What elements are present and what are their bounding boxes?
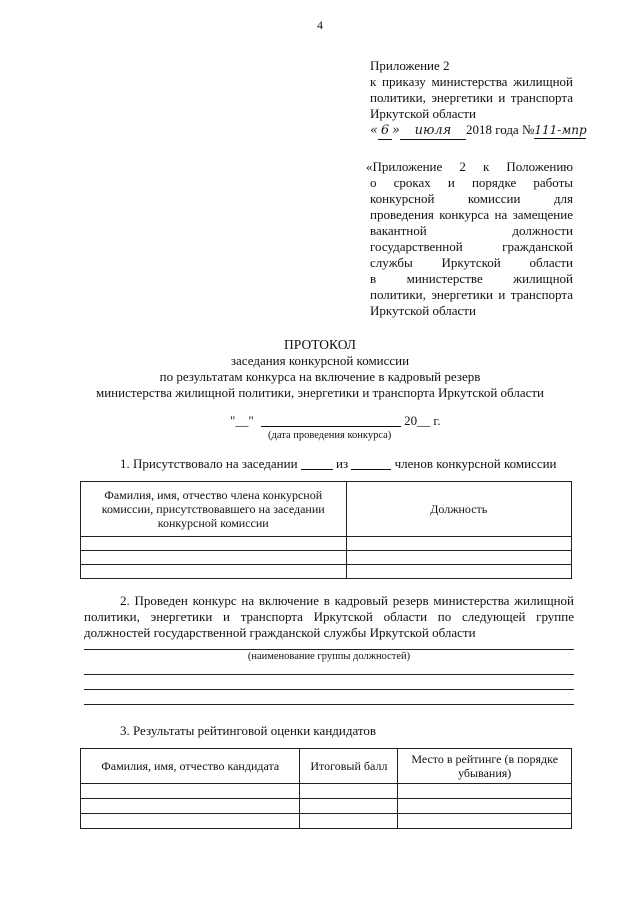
annex-header-line3: политики, энергетики и транспорта	[370, 90, 573, 105]
table-row	[81, 799, 572, 814]
table-cell[interactable]	[346, 551, 572, 565]
rating-table-header-name: Фамилия, имя, отчество кандидата	[81, 749, 300, 784]
protocol-title: ПРОТОКОЛ	[284, 337, 356, 352]
annex-position-line: «Приложение 2 к Положению	[366, 159, 573, 174]
position-group-field-line[interactable]	[84, 649, 574, 650]
date-year-text: 2018 года №	[465, 122, 535, 137]
protocol-subtitle-2: по результатам конкурса на включение в кадровый резерв	[159, 369, 481, 384]
date-line	[230, 413, 441, 429]
position-group-caption: (наименование группы должностей)	[247, 651, 411, 662]
section2-line2: политики, энергетики и транспорта Иркутской области по следующей группе	[84, 609, 574, 624]
date-year-prefix: 20	[404, 413, 418, 428]
section2-text	[84, 593, 574, 641]
annex-position-line: проведения конкурса на замещение	[370, 207, 573, 222]
section1-blank-total	[351, 469, 391, 470]
table-cell[interactable]	[398, 814, 572, 829]
annex-position-line: о сроках и порядке работы	[370, 175, 573, 190]
date-day-blank: __	[235, 413, 249, 428]
annex-position-line: конкурсной комиссии для	[370, 191, 573, 206]
table-cell[interactable]	[300, 784, 398, 799]
section1-text	[120, 456, 557, 472]
protocol-subtitle-1: заседания конкурсной комиссии	[230, 353, 410, 368]
position-group-field-line[interactable]	[84, 674, 574, 675]
date-caption: (дата проведения конкурса)	[268, 430, 392, 441]
section3-text: 3. Результаты рейтинговой оценки кандидатов	[120, 723, 377, 738]
table-cell[interactable]	[81, 784, 300, 799]
date-open-quote: «	[370, 123, 378, 138]
section1-text-c: членов конкурсной комиссии	[394, 456, 557, 471]
table-row	[81, 537, 572, 551]
table-row	[81, 784, 572, 799]
date-suffix: г.	[433, 413, 441, 428]
position-group-field-line[interactable]	[84, 689, 574, 690]
table-cell[interactable]	[346, 565, 572, 579]
annex-position-line: вакантной должности	[370, 223, 573, 238]
annex-header-line4: Иркутской области	[370, 106, 476, 121]
annex-date-line	[370, 122, 587, 140]
members-table	[80, 481, 572, 579]
table-cell[interactable]	[81, 565, 347, 579]
table-cell[interactable]	[81, 799, 300, 814]
section1-text-a: 1. Присутствовало на заседании	[120, 456, 298, 471]
protocol-subtitle-3: министерства жилищной политики, энергетики и транспорта Иркутской области	[96, 385, 544, 400]
table-cell[interactable]	[81, 537, 347, 551]
table-row	[81, 551, 572, 565]
rating-table-header-score: Итоговый балл	[300, 749, 398, 784]
order-number-handwritten: 111-мпр	[534, 123, 587, 137]
position-group-field-line[interactable]	[84, 704, 574, 705]
table-cell[interactable]	[398, 799, 572, 814]
rating-table-header-rank: Место в рейтинге (в порядке убывания)	[398, 749, 572, 784]
table-row	[81, 814, 572, 829]
date-year-blank: __	[417, 413, 431, 428]
annex-position-line: государственной гражданской	[370, 239, 573, 254]
date-close-quote: "	[248, 413, 254, 428]
section1-blank-present	[301, 469, 333, 470]
members-table-header-position: Должность	[346, 482, 572, 537]
table-row	[81, 565, 572, 579]
annex-header-line1: Приложение 2	[370, 58, 450, 73]
annex-header	[370, 58, 587, 140]
table-cell[interactable]	[300, 814, 398, 829]
annex-position-line: в министерстве жилищной	[370, 271, 573, 286]
section2-line1: 2. Проведен конкурс на включение в кадровый резерв министерства жилищной	[120, 593, 574, 608]
table-cell[interactable]	[81, 814, 300, 829]
table-cell[interactable]	[300, 799, 398, 814]
members-table-header-name: Фамилия, имя, отчество члена конкурсной комиссии, присутствовавшего на заседании конкурсной комиссии	[81, 482, 347, 537]
table-cell[interactable]	[398, 784, 572, 799]
annex-header-line2: к приказу министерства жилищной	[370, 74, 573, 89]
annex-position-line: службы Иркутской области	[370, 255, 573, 270]
table-cell[interactable]	[81, 551, 347, 565]
annex-position-line: политики, энергетики и транспорта	[370, 287, 573, 302]
date-month-blank	[261, 426, 401, 427]
date-day-handwritten: 6	[378, 123, 392, 140]
date-month-handwritten: июля	[400, 123, 466, 140]
section2-line3: должностей государственной гражданской службы Иркутской области	[84, 625, 476, 640]
annex-position-block	[366, 159, 573, 319]
section1-text-b: из	[336, 456, 349, 471]
page-number: 4	[317, 18, 323, 32]
rating-table	[80, 748, 572, 829]
table-cell[interactable]	[346, 537, 572, 551]
date-close-quote: »	[391, 123, 400, 138]
annex-position-line: Иркутской области	[370, 303, 476, 318]
date-open-quote: "	[230, 413, 236, 428]
